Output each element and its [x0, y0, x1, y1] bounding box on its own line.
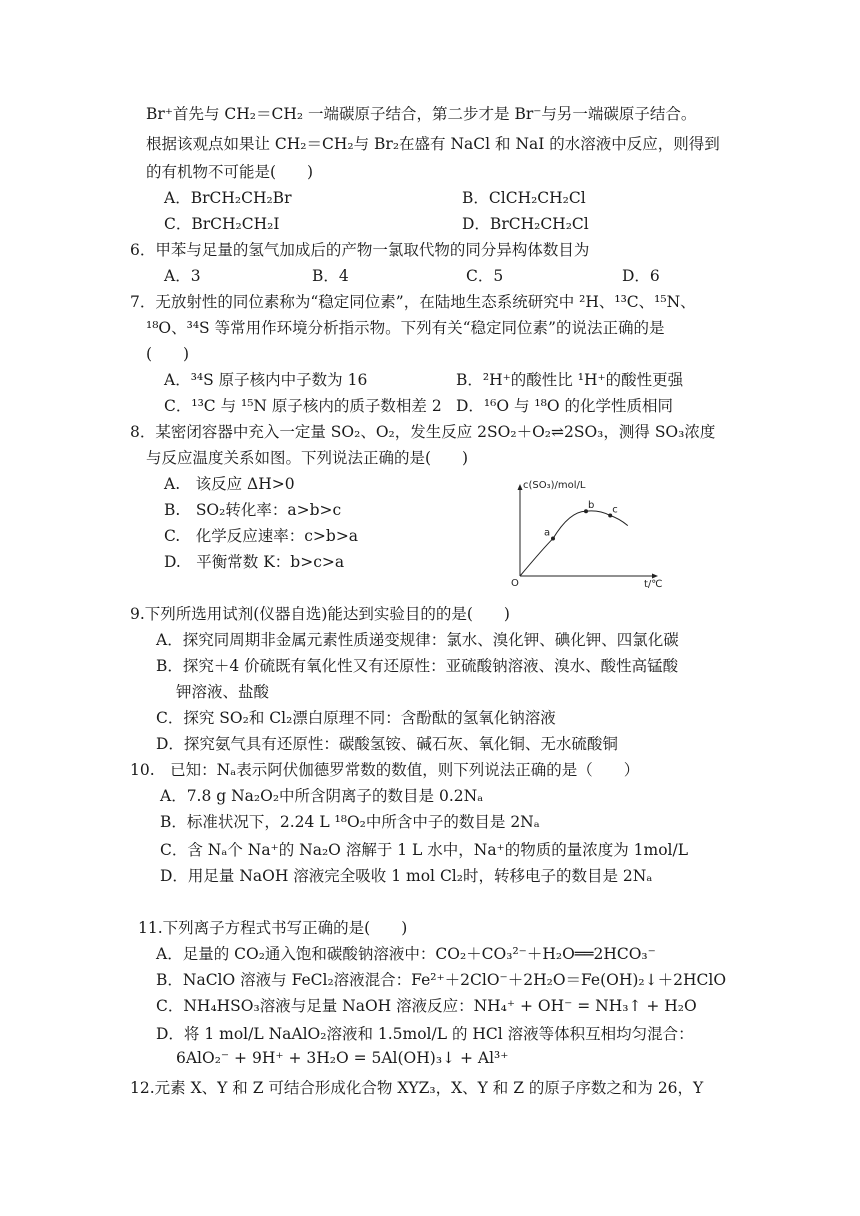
q9-option-c: C．探究 SO₂和 Cl₂漂白原理不同：含酚酞的氢氧化钠溶液: [156, 709, 556, 727]
q8-option-a: A. 该反应 ΔH>0: [164, 475, 295, 493]
q5-line1: Br⁺首先与 CH₂＝CH₂ 一端碳原子结合，第二步才是 Br⁻与另一端碳原子结合。: [146, 105, 697, 123]
q8-line2: 与反应温度关系如图。下列说法正确的是( ): [146, 449, 469, 467]
q5-line3: 的有机物不可能是( ): [146, 163, 314, 181]
concentration-curve: [520, 511, 628, 576]
y-axis-arrow: [518, 484, 523, 490]
q11-option-b: B．NaClO 溶液与 FeCl₂溶液混合：Fe²⁺＋2ClO⁻＋2H₂O＝Fe(OH)₂↓＋2HClO: [156, 971, 727, 989]
q8-option-b: B. SO₂转化率：a>b>c: [164, 501, 342, 519]
q10-stem: 10. 已知：Nₐ表示阿伏伽德罗常数的数值，则下列说法正确的是（ ）: [130, 761, 640, 779]
q7-line3: ( ): [146, 345, 190, 363]
q11-option-a: A．足量的 CO₂通入饱和碳酸钠溶液中：CO₂＋CO₃²⁻＋H₂O══2HCO₃⁻: [156, 945, 656, 963]
x-axis-label: t/℃: [644, 579, 663, 590]
data-point-label-a: a: [544, 527, 551, 539]
q5-option-c: C．BrCH₂CH₂I: [164, 215, 280, 233]
q11-option-d-line2: 6AlO₂⁻ + 9H⁺ + 3H₂O = 5Al(OH)₃↓ + Al³⁺: [176, 1049, 509, 1067]
q9-option-a: A．探究同周期非金属元素性质递变规律：氯水、溴化钾、碘化钾、四氯化碳: [156, 631, 679, 649]
q6-option-b: B．4: [312, 267, 349, 285]
q7-option-c: C．¹³C 与 ¹⁵N 原子核内的质子数相差 2: [164, 397, 442, 415]
q11-stem: 11.下列离子方程式书写正确的是( ): [138, 919, 408, 937]
q10-option-c: C．含 Nₐ个 Na⁺的 Na₂O 溶解于 1 L 水中，Na⁺的物质的量浓度为 1mol/L: [160, 841, 689, 859]
q8-option-c: C. 化学反应速率：c>b>a: [164, 527, 359, 545]
q5-option-d: D．BrCH₂CH₂Cl: [462, 215, 589, 233]
q9-option-d: D．探究氨气具有还原性：碳酸氢铵、碱石灰、氧化铜、无水硫酸铜: [156, 735, 618, 753]
q10-option-a: A．7.8 g Na₂O₂中所含阴离子的数目是 0.2Nₐ: [160, 787, 484, 805]
q11-option-d-line1: D．将 1 mol/L NaAlO₂溶液和 1.5mol/L 的 HCl 溶液等体积互相均匀混合：: [156, 1025, 694, 1043]
q7-option-b: B．²H⁺的酸性比 ¹H⁺的酸性更强: [456, 371, 684, 389]
q8-option-d: D. 平衡常数 K：b>c>a: [164, 553, 345, 571]
q8-chart-svg: [508, 480, 668, 590]
q7-option-a: A．³⁴S 原子核内中子数为 16: [164, 371, 368, 389]
q6-option-d: D．6: [622, 267, 660, 285]
q9-stem: 9.下列所选用试剂(仪器自选)能达到实验目的的是( ): [130, 605, 510, 623]
q6-option-a: A．3: [164, 267, 201, 285]
x-axis-arrow: [652, 574, 658, 579]
q12-line1: 12.元素 X、Y 和 Z 可结合形成化合物 XYZ₃，X、Y 和 Z 的原子序数之和为 26，Y: [130, 1079, 704, 1097]
origin-label: O: [511, 578, 519, 589]
q6-stem: 6．甲苯与足量的氢气加成后的产物一氯取代物的同分异构体数目为: [130, 241, 590, 259]
q8-line1: 8．某密闭容器中充入一定量 SO₂、O₂，发生反应 2SO₂＋O₂⇌2SO₃，测得 SO₃浓度: [130, 423, 716, 441]
q10-option-d: D．用足量 NaOH 溶液完全吸收 1 mol Cl₂时，转移电子的数目是 2Nₐ: [160, 867, 653, 885]
q10-option-b: B．标准状况下，2.24 L ¹⁸O₂中所含中子的数目是 2Nₐ: [160, 813, 540, 831]
q8-concentration-temperature-chart: [508, 480, 668, 590]
q7-option-d: D．¹⁶O 与 ¹⁸O 的化学性质相同: [456, 397, 673, 415]
q9-option-b-line1: B．探究＋4 价硫既有氧化性又有还原性：亚硫酸钠溶液、溴水、酸性高锰酸: [156, 657, 679, 675]
data-point-a: [551, 537, 555, 541]
q6-option-c: C．5: [466, 267, 504, 285]
data-point-label-c: c: [612, 504, 618, 516]
q9-option-b-line2: 钾溶液、盐酸: [176, 683, 270, 701]
q5-line2: 根据该观点如果让 CH₂＝CH₂与 Br₂在盛有 NaCl 和 NaI 的水溶液中反应，则得到: [146, 135, 720, 153]
q7-line1: 7．无放射性的同位素称为“稳定同位素”，在陆地生态系统研究中 ²H、¹³C、¹⁵N、: [130, 293, 696, 311]
y-axis-label: c(SO₃)/mol/L: [523, 480, 586, 491]
q5-option-b: B．ClCH₂CH₂Cl: [462, 189, 586, 207]
q5-option-a: A．BrCH₂CH₂Br: [164, 189, 292, 207]
q7-line2: ¹⁸O、³⁴S 等常用作环境分析指示物。下列有关“稳定同位素”的说法正确的是: [146, 319, 665, 337]
q11-option-c: C．NH₄HSO₃溶液与足量 NaOH 溶液反应：NH₄⁺ + OH⁻ = NH₃↑ + H₂O: [156, 997, 697, 1015]
data-point-label-b: b: [588, 500, 595, 512]
